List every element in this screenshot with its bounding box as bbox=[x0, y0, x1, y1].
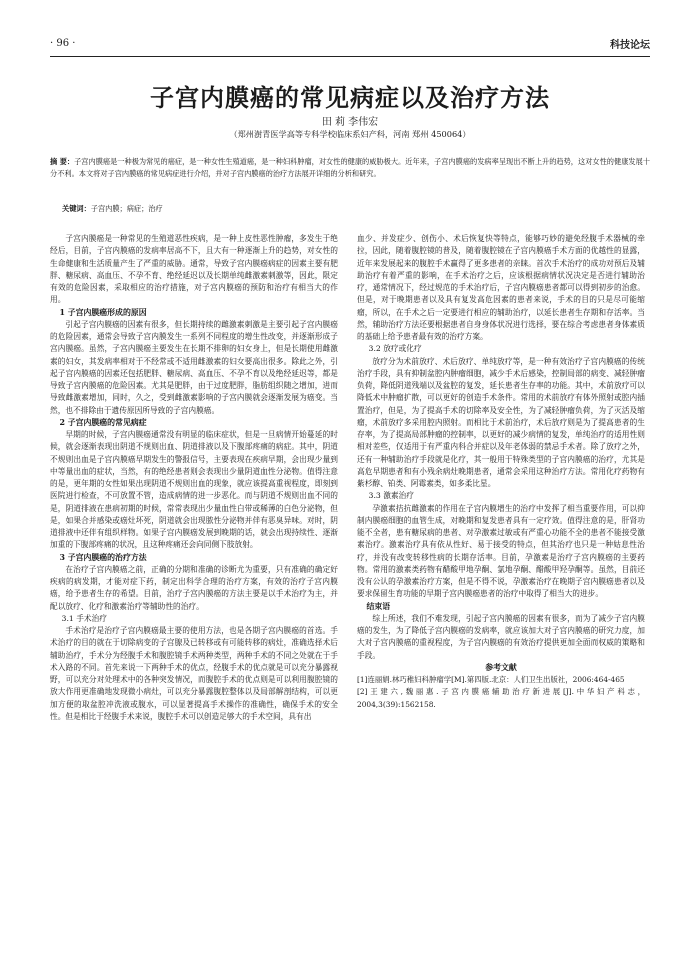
references-heading: 参考文献 bbox=[485, 662, 517, 672]
section-heading: 3 子宫内膜癌的治疗方法 bbox=[59, 552, 147, 562]
article-affiliation: （郑州澍青医学高等专科学校临床系妇产科，河南 郑州 450064） bbox=[229, 129, 471, 139]
subsection-heading: 3.3 激素治疗 bbox=[368, 491, 414, 501]
journal-section: 科技论坛 bbox=[610, 40, 650, 51]
subsection-heading: 3.1 手术治疗 bbox=[61, 613, 107, 623]
keywords-text: 子宫内膜；病症；治疗 bbox=[90, 204, 163, 213]
header-rule bbox=[50, 56, 650, 57]
keywords bbox=[62, 204, 163, 214]
body-paragraph: 综上所述，我们不难发现，引起子宫内膜癌的因素有很多，而为了减少子宫内膜癌的发生，为了降低子宫内膜癌的发病率，就应该加大对子宫内膜癌的研究力度，加大对子宫内膜癌的重视程度，为子宫内膜癌的有效治疗提供更加全面而权威的策略和手段。 bbox=[357, 613, 645, 660]
body-column-left bbox=[50, 233, 338, 723]
section-heading: 2 子宫内膜癌的常见病症 bbox=[59, 417, 147, 427]
body-paragraph: 子宫内膜癌是一种常见的生殖道恶性疾病，是一种上皮性恶性肿瘤，多发生于绝经后，目前，子宫内膜癌的发病率居高不下，且大有一种逐渐上升的趋势，对女性的生命健康和生活质量产生了严重的威胁。通常，导致子宫内膜癌病症的因素主要有肥胖、糖尿病、高血压、不孕不育、绝经延迟以及长期单纯雌激素刺激等，因此，限定有效的危险因素，采取相应的治疗措施，对子宫内膜癌的预防和治疗有相当大的作用。 bbox=[50, 234, 338, 305]
body-paragraph: 在治疗子宫内膜癌之前，正确的分期和准确的诊断尤为重要，只有准确的确定好疾病的病发期，才能对症下药，制定出科学合理的治疗方案，有效的治疗子宫内膜癌，给予患者生存的希望。目前，治疗子宫内膜癌的方法主要是以手术治疗为主，并配以放疗、化疗和激素治疗等辅助性的治疗。 bbox=[50, 564, 338, 611]
article-authors: 田 莉 李伟宏 bbox=[321, 117, 379, 128]
page-number: · 96 · bbox=[50, 38, 76, 49]
body-paragraph: 早期的时候，子宫内膜癌通常没有明显的临床症状，但是一旦病情开始蔓延的时候，就会逐渐表现出阴道不规则出血、阴道排液以及下腹部疼痛的病症。其中，阴道不规则出血是子宫内膜癌早期发生的警报信号，主要表现在疾病早期，会出现少量到中等量出血的症状，当然，有的绝经患者则会表现出少量阴道血性分泌物。值得注意的是，更年期的女性如果出现阴道不规则出血的现象，就应该提高重视程度，即刻到医院进行检查，不可放置不管，造成病情的进一步恶化。而与阴道不规则出血不同的是，阴道排液在患病初期的时候，常常表现出少量血性白带或稀薄的白色分泌物，但是，如果合并感染或癌灶坏死，阴道就会出现脓性分泌物并伴有恶臭异味。对时，阴道排液中还伴有组织样物。如果子宫内膜癌发展到晚期的话，就会出现持续性、逐渐加重的下腹部疼痛的状况，且这种疼痛还会向同侧下肢放射。 bbox=[50, 430, 338, 550]
reference-item: [2]王建六,魏丽惠.子宫内膜癌辅助治疗新进展[J].中华妇产科志，2004,3(39):1562158. bbox=[357, 687, 645, 709]
body-paragraph: 引起子宫内膜癌的因素有很多，但长期持续的雌激素刺激是主要引起子宫内膜癌的危险因素，通常会导致子宫内膜发生一系列不同程度的增生性改变，并逐渐形成子宫内膜癌。虽然，子宫内膜癌主要发生在长期不排卵的妇女身上，但是长期使用雌激素的妇女，其发病率相对于不经常或不适用雌激素的妇女要高出很多。除此之外，引起子宫内膜癌的因素还包括肥胖、糖尿病、高血压、不孕不育以及绝经延迟等，都是导致子宫内膜癌的危险因素。尤其是肥胖，由于过度肥胖，脂肪组织随之增加，进而导致雌激素增加，同时，久之，受到雌激素影响的子宫内膜就会逐渐发展为癌变。当然，也不排除由于遗传原因所导致的子宫内膜癌。 bbox=[50, 319, 338, 415]
section-heading: 1 子宫内膜癌形成的原因 bbox=[59, 307, 147, 317]
body-paragraph: 血少、并发症少、创伤小、术后恢复快等特点，能够巧妙的避免经腹手术器械的牵拉，因此，随着腹腔镜的普及，随着腹腔镜在子宫内膜癌手术方面的优越性的显露，近年来发展起来的腹腔手术赢得了更多患者的亲睐。首次手术治疗的成功对预后及辅助治疗有着严重的影响，在手术治疗之后，应该根据病情状况决定是否进行辅助治疗，通常情况下，经过规范的手术治疗后，子宫内膜癌患者都可以得到初步的治愈。但是，对于晚期患者以及具有复发高危因素的患者来说，手术的目的只是尽可能缩瘤，所以，在手术之后一定要进行相应的辅助治疗，以延长患者生存期和存活率。当然，辅助治疗方法还要根据患者自身身体状况进行选择，要在综合考虑患者身体素质的基础上给予患者最有效的治疗方案。 bbox=[357, 234, 645, 341]
body-paragraph: 孕激素拮抗雌激素的作用在子宫内膜增生的治疗中发挥了相当重要作用，可以抑制内膜癌细胞的血管生成，对晚期和复发患者具有一定疗效。值得注意的是，肝肾功能不全者，患有糖尿病的患者、对孕激素过敏或有严重心功能不全的患者不能接受激素治疗。激素治疗具有依从性好、易于接受的特点，但其治疗也只是一种姑息性治疗，并没有改变转移性病的长期存活率。目前，孕激素是治疗子宫内膜癌的主要药物。常用的激素类药物有醋酸甲地孕酮、氯地孕酮、醋酸甲羟孕酮等。虽然，目前还没有公认的孕激素治疗方案，但是不得不说，孕激素治疗在晚期子宫内膜癌患者以及要求保留生育功能的早期子宫内膜癌患者的治疗中取得了相当大的进步。 bbox=[357, 503, 645, 599]
keywords-label: 关键词： bbox=[62, 204, 91, 213]
abstract bbox=[50, 156, 650, 181]
body-paragraph: 手术治疗是治疗子宫内膜癌最主要的使用方法，也是各期子宫内膜癌的首选。手术治疗的目的就在于切除病变的子宫腺及已转移或有可能转移的病灶，准确选择术后辅助治疗，手术分为经腹手术和腹腔镜手术两种类型，两种手术的不同之处就在于手术入路的不同。首先来说一下两种手术的优点，经腹手术的优点就是可以充分暴露视野，可以充分对处理术中的各种突发情况，而腹腔手术的优点则是可以利用腹腔镜的放大作用更准确地发现微小病灶，可以充分暴露腹腔整体以及局部解剖结构，可以更加方便的取盆腔冲洗液或腹水，可以显著提高手术操作的准确性，确保手术的安全性。但是相比于经腹手术来说，腹腔手术可以创造足够大的手术空间，具有出 bbox=[50, 626, 338, 721]
abstract-label: 摘 要： bbox=[50, 157, 75, 166]
running-header bbox=[50, 36, 650, 54]
body-column-right bbox=[357, 233, 645, 711]
reference-item: [1]连丽娟.林巧稚妇科肿瘤学[M].第四版.北京：人们卫生出版社，2006:464-465 bbox=[357, 675, 625, 684]
section-heading: 结束语 bbox=[366, 601, 391, 611]
article-title: 子宫内膜癌的常见病症以及治疗方法 bbox=[150, 83, 550, 112]
abstract-text: 子宫内膜癌是一种极为常见的癌症，是一种女性生殖道癌，是一种妇科肿瘤，对女性的健康的威胁极大。近年来，子宫内膜癌的发病率呈现出不断上升的趋势，这对女性的健康发展十分不利。本文将对子宫内膜癌的常见病症进行介绍，并对子宫内膜癌的治疗方法展开详细的分析和研究。 bbox=[50, 157, 650, 179]
subsection-heading: 3.2 放疗或化疗 bbox=[368, 344, 422, 354]
body-paragraph: 放疗分为术前放疗、术后放疗、单纯放疗等，是一种有效治疗子宫内膜癌的传统治疗手段，具有抑制盆腔内肿瘤细胞，减少手术后感染，控制局部的病变、减轻肿瘤负荷，降低阴道残端以及盆腔的复发，延长患者生存率的功能。其中，术前放疗可以降低术中肿瘤扩散，可以更好的创造手术条件。常用的术前放疗有体外照射或腔内插置治疗，但是，为了提高手术的切除率及安全性，为了减轻肿瘤负荷，为了灭活及缩瘤，术前放疗多采用腔内照射。而相比于术前治疗，术后放疗则是为了提高患者的生存率，为了提高局部肿瘤的控制率，以更好的减少病情的复发，单纯治疗的适用性则相对差些，仅适用于有严重内科合并症以及年老体弱的禁忌手术者。除了放疗之外，还有一种辅助治疗手段就是化疗，其一般用于特殊类型的子宫内膜癌的治疗，尤其是高危早期患者和有小残余病灶晚期患者，通常会采用这种治疗方法。常用化疗药物有紫杉醇、铂类、阿霉素类，如多柔比星。 bbox=[357, 356, 645, 488]
